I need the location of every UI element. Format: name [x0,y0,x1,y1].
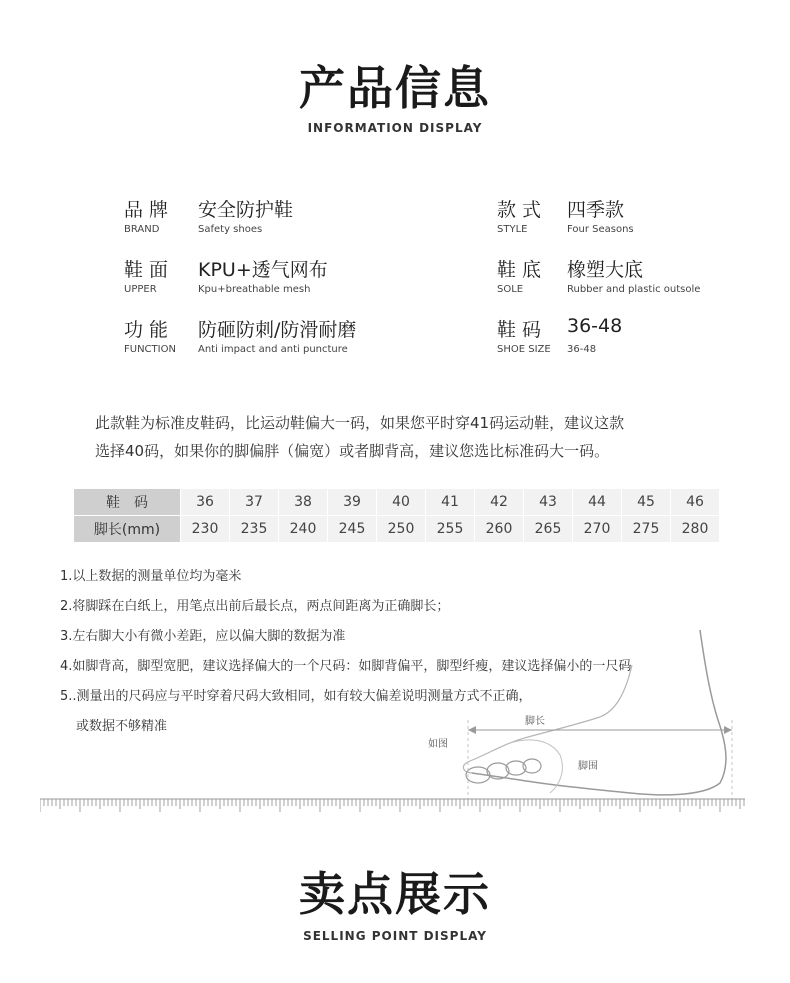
note-item: 5..测量出的尺码应与平时穿着尺码大致相同，如有较大偏差说明测量方式不正确， [60,689,532,704]
notice-line: 选择40码，如果你的脚偏胖（偏宽）或者脚背高，建议您选比标准码大一码。 [95,442,610,460]
spec-label: 鞋 面 [124,259,169,281]
sizing-notice [95,409,695,465]
spec-label-en: SOLE [497,284,524,295]
spec-label: 功 能 [124,319,169,341]
page-title: 产品信息 [299,61,491,115]
size-table [74,489,720,543]
spec-label-en: SHOE SIZE [497,344,551,355]
size-cell: 40 [377,489,426,516]
length-cell: 270 [573,516,622,543]
spec-label: 鞋 底 [497,259,542,281]
length-cell: 275 [622,516,671,543]
size-cell: 38 [279,489,328,516]
length-cell: 260 [475,516,524,543]
arrow-right-icon [724,726,732,734]
size-cell: 39 [328,489,377,516]
spec-value-en: Rubber and plastic outsole [567,284,701,295]
length-cell: 240 [279,516,328,543]
section-title: 卖点展示 [299,867,491,921]
length-row [74,516,720,543]
length-cell: 265 [524,516,573,543]
note-item: 1.以上数据的测量单位均为毫米 [60,569,242,584]
ruler-graphic [40,796,745,812]
spec-value: 四季款 [567,199,625,221]
spec-value: 安全防护鞋 [198,199,294,221]
length-cell: 280 [671,516,720,543]
label-foot-girth: 脚围 [578,761,598,772]
size-row [74,489,720,516]
spec-label-en: UPPER [124,284,157,295]
spec-value-en: Safety shoes [198,224,263,235]
size-cell: 37 [230,489,279,516]
spec-value-en: Anti impact and anti puncture [198,344,348,355]
size-cell: 42 [475,489,524,516]
note-item: 4.如脚背高，脚型宽肥，建议选择偏大的一个尺码：如脚背偏平，脚型纤瘦，建议选择偏小的一尺码 [60,659,632,674]
label-foot-length: 脚长 [525,716,545,727]
size-cell: 43 [524,489,573,516]
spec-value: 36-48 [567,315,623,337]
length-cell: 250 [377,516,426,543]
spec-value-en: Four Seasons [567,224,634,235]
section-subtitle: SELLING POINT DISPLAY [303,929,487,943]
length-row-label: 脚长(mm) [74,516,181,543]
size-cell: 45 [622,489,671,516]
spec-value: 防砸防刺/防滑耐磨 [198,319,357,341]
size-row-label: 鞋 码 [74,489,181,516]
spec-label-en: BRAND [124,224,160,235]
note-item: 或数据不够精准 [76,719,168,734]
size-cell: 36 [181,489,230,516]
label-example: 如图 [428,739,448,750]
note-item: 2.将脚踩在白纸上，用笔点出前后最长点，两点间距离为正确脚长； [60,599,450,614]
note-item: 3.左右脚大小有微小差距，应以偏大脚的数据为准 [60,629,346,644]
spec-value-en: 36-48 [567,344,597,355]
measurement-notes [60,562,631,742]
size-cell: 41 [426,489,475,516]
spec-label-en: FUNCTION [124,344,176,355]
spec-value: KPU+透气网布 [198,259,328,281]
size-cell: 44 [573,489,622,516]
length-cell: 245 [328,516,377,543]
page-subtitle: INFORMATION DISPLAY [307,121,483,135]
spec-label-en: STYLE [497,224,528,235]
spec-value: 橡塑大底 [567,259,644,281]
length-cell: 255 [426,516,475,543]
spec-label: 款 式 [497,199,542,221]
length-cell: 235 [230,516,279,543]
size-cell: 46 [671,489,720,516]
spec-label: 鞋 码 [497,319,542,341]
spec-label: 品 牌 [124,199,169,221]
length-cell: 230 [181,516,230,543]
notice-line: 此款鞋为标准皮鞋码，比运动鞋偏大一码，如果您平时穿41码运动鞋，建议这款 [95,414,625,432]
spec-value-en: Kpu+breathable mesh [198,284,311,295]
ruler-ticks [40,799,744,812]
